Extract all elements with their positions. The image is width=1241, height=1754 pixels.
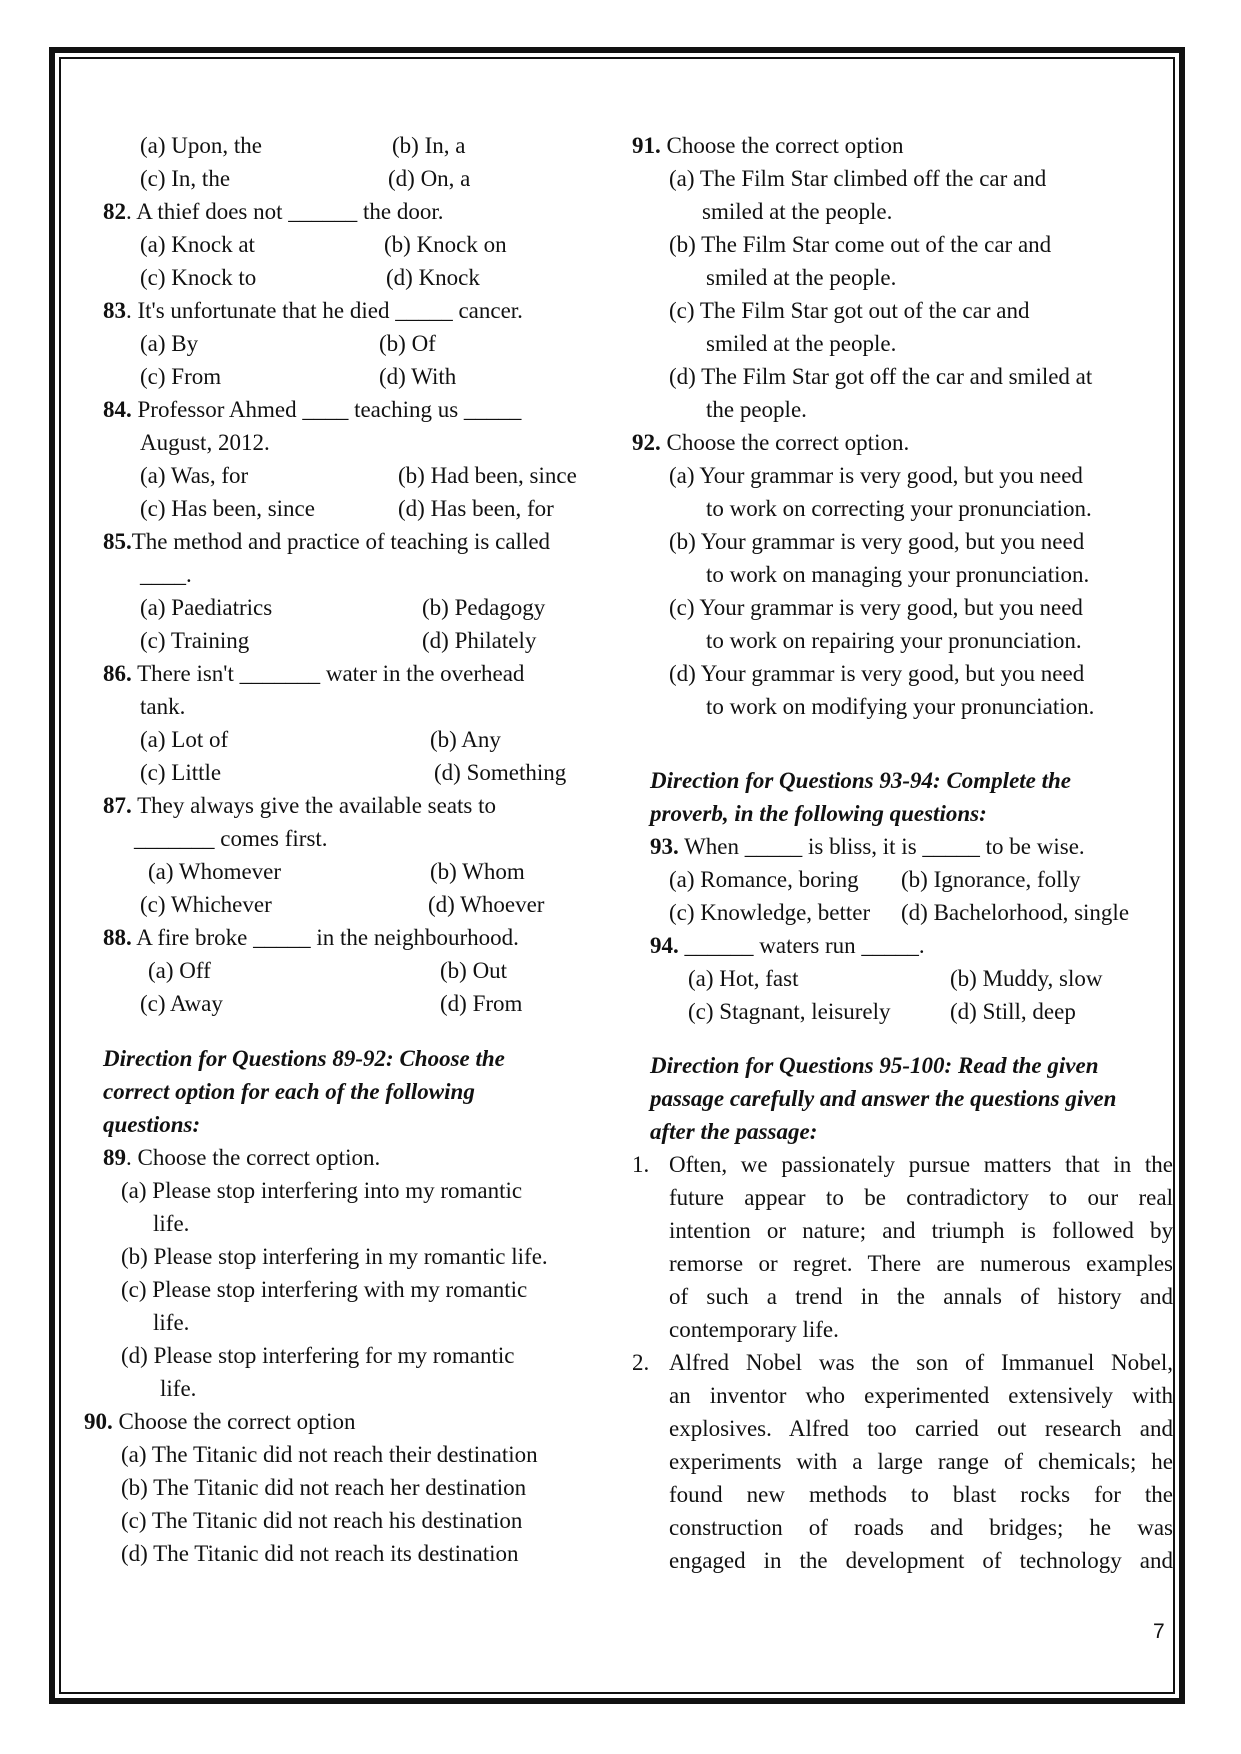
q93-number: 93. (650, 834, 679, 859)
q92-option-d-line2: to work on modifying your pronunciation. (706, 694, 1095, 719)
q89-number: 89 (103, 1145, 126, 1170)
q93-option-c: (c) Knowledge, better (669, 900, 871, 925)
q81-option-d: (d) On, a (388, 166, 471, 191)
q89-option-a: (a) Please stop interfering into my romantic (121, 1178, 523, 1203)
q92-option-d: (d) Your grammar is very good, but you need (669, 661, 1085, 686)
q83-option-a: (a) By (140, 331, 199, 356)
q94-text: ______ waters run _____. (678, 933, 925, 958)
para2-line: an inventor who experimented extensively with (669, 1383, 1173, 1408)
q88-number: 88. (103, 925, 132, 950)
q89-option-d-line2: life. (160, 1376, 197, 1401)
q85-stem-line2: ____. (140, 562, 192, 587)
para1-number: 1. (632, 1152, 650, 1177)
q83-option-c: (c) From (140, 364, 222, 389)
q84-number: 84. (103, 397, 132, 422)
q81-option-c: (c) In, the (140, 166, 231, 191)
direction-89-92-line1: Direction for Questions 89-92: Choose the (103, 1046, 505, 1071)
q94-option-a: (a) Hot, fast (688, 966, 799, 991)
para2-line: Alfred Nobel was the son of Immanuel Nobel, (669, 1350, 1173, 1375)
q85-stem (103, 528, 550, 556)
q87-number: 87. (103, 793, 132, 818)
para1-last-line: contemporary life. (669, 1317, 839, 1342)
q91-option-c: (c) The Film Star got out of the car and (669, 298, 1030, 323)
q88-text: A fire broke _____ in the neighbourhood. (131, 925, 519, 950)
q91-option-d: (d) The Film Star got off the car and smiled at (669, 364, 1093, 389)
q84-option-c: (c) Has been, since (140, 496, 315, 521)
para2-line: explosives. Alfred too carried out research and (669, 1416, 1173, 1441)
q89-option-b: (b) Please stop interfering in my romantic life. (121, 1244, 548, 1269)
q90-text: Choose the correct option (112, 1409, 356, 1434)
q87-option-c: (c) Whichever (140, 892, 272, 917)
q84-option-b: (b) Had been, since (398, 463, 577, 488)
q92-stem (632, 429, 909, 457)
q85-text: The method and practice of teaching is called (131, 529, 551, 554)
q82-text: . A thief does not ______ the door. (126, 199, 444, 224)
direction-95-100-line1: Direction for Questions 95-100: Read the given (650, 1053, 1099, 1078)
para1-line: of such a trend in the annals of history and (669, 1284, 1173, 1309)
para2-line: found new methods to blast rocks for the (669, 1482, 1173, 1507)
q92-option-b: (b) Your grammar is very good, but you need (669, 529, 1085, 554)
q90-option-c: (c) The Titanic did not reach his destination (121, 1508, 523, 1533)
q89-stem (103, 1144, 380, 1172)
para1-line: remorse or regret. There are numerous examples (669, 1251, 1173, 1276)
q85-number: 85. (103, 529, 132, 554)
q87-text: They always give the available seats to (131, 793, 497, 818)
q85-option-b: (b) Pedagogy (422, 595, 546, 620)
q82-number: 82 (103, 199, 126, 224)
q83-stem (103, 297, 523, 325)
q91-stem (632, 132, 903, 160)
q82-option-a: (a) Knock at (140, 232, 255, 257)
direction-89-92-line2: correct option for each of the following (103, 1079, 475, 1104)
q92-text: Choose the correct option. (660, 430, 910, 455)
q93-stem (650, 833, 1085, 861)
q92-option-c: (c) Your grammar is very good, but you need (669, 595, 1083, 620)
q85-option-a: (a) Paediatrics (140, 595, 273, 620)
q84-stem-line2: August, 2012. (140, 430, 270, 455)
q81-option-a: (a) Upon, the (140, 133, 262, 158)
q92-option-b-line2: to work on managing your pronunciation. (706, 562, 1090, 587)
q85-option-c: (c) Training (140, 628, 250, 653)
q89-option-c-line2: life. (153, 1310, 190, 1335)
q93-option-d: (d) Bachelorhood, single (901, 900, 1130, 925)
q94-stem (650, 932, 925, 960)
q93-option-b: (b) Ignorance, folly (901, 867, 1081, 892)
q86-option-b: (b) Any (430, 727, 501, 752)
q84-stem (103, 396, 521, 424)
para1-line: future appear to be contradictory to our real (669, 1185, 1173, 1210)
q94-option-b: (b) Muddy, slow (950, 966, 1103, 991)
q94-number: 94. (650, 933, 679, 958)
q87-stem (103, 792, 496, 820)
q90-number: 90. (84, 1409, 113, 1434)
q94-option-d: (d) Still, deep (950, 999, 1076, 1024)
para2-line: experiments with a large range of chemicals; he (669, 1449, 1173, 1474)
q86-number: 86. (103, 661, 132, 686)
direction-95-100-line2: passage carefully and answer the questions given (650, 1086, 1117, 1111)
q88-option-c: (c) Away (140, 991, 223, 1016)
q81-option-b: (b) In, a (392, 133, 466, 158)
q89-option-a-line2: life. (153, 1211, 190, 1236)
q91-option-c-line2: smiled at the people. (706, 331, 897, 356)
q89-text: . Choose the correct option. (126, 1145, 381, 1170)
q91-option-d-line2: the people. (706, 397, 807, 422)
q82-stem (103, 198, 444, 226)
q88-option-b: (b) Out (440, 958, 508, 983)
q91-option-a: (a) The Film Star climbed off the car and (669, 166, 1047, 191)
q86-stem-line2: tank. (140, 694, 186, 719)
direction-95-100-line3: after the passage: (650, 1119, 818, 1144)
q84-option-d: (d) Has been, for (398, 496, 554, 521)
q86-stem (103, 660, 524, 688)
q93-text: When _____ is bliss, it is _____ to be wise. (678, 834, 1085, 859)
q84-text: Professor Ahmed ____ teaching us _____ (131, 397, 522, 422)
q91-text: Choose the correct option (660, 133, 904, 158)
para2-line: construction of roads and bridges; he was (669, 1515, 1173, 1540)
q89-option-c: (c) Please stop interfering with my romantic (121, 1277, 528, 1302)
q86-option-a: (a) Lot of (140, 727, 229, 752)
q92-number: 92. (632, 430, 661, 455)
q91-option-b-line2: smiled at the people. (706, 265, 897, 290)
q86-text: There isn't _______ water in the overhead (131, 661, 525, 686)
q82-option-d: (d) Knock (386, 265, 480, 290)
q91-option-b: (b) The Film Star come out of the car and (669, 232, 1052, 257)
q82-option-c: (c) Knock to (140, 265, 257, 290)
q86-option-d: (d) Something (434, 760, 567, 785)
direction-93-94-line1: Direction for Questions 93-94: Complete the (650, 768, 1072, 793)
q90-option-a: (a) The Titanic did not reach their destination (121, 1442, 538, 1467)
q84-option-a: (a) Was, for (140, 463, 249, 488)
q88-stem (103, 924, 519, 952)
q83-option-b: (b) Of (379, 331, 436, 356)
q91-option-a-line2: smiled at the people. (702, 199, 893, 224)
q92-option-c-line2: to work on repairing your pronunciation. (706, 628, 1082, 653)
q86-option-c: (c) Little (140, 760, 222, 785)
q88-option-d: (d) From (440, 991, 523, 1016)
q83-text: . It's unfortunate that he died _____ cancer. (126, 298, 523, 323)
q89-option-d: (d) Please stop interfering for my romantic (121, 1343, 515, 1368)
q92-option-a: (a) Your grammar is very good, but you need (669, 463, 1083, 488)
q93-option-a: (a) Romance, boring (669, 867, 859, 892)
q82-option-b: (b) Knock on (384, 232, 507, 257)
q90-option-d: (d) The Titanic did not reach its destination (121, 1541, 519, 1566)
para1-line: Often, we passionately pursue matters that in the (669, 1152, 1173, 1177)
q87-option-a: (a) Whomever (148, 859, 282, 884)
para2-line: engaged in the development of technology and (669, 1548, 1173, 1573)
q90-option-b: (b) The Titanic did not reach her destination (121, 1475, 527, 1500)
q91-number: 91. (632, 133, 661, 158)
para1-line: intention or nature; and triumph is followed by (669, 1218, 1173, 1243)
q90-stem (84, 1408, 355, 1436)
q87-stem-line2: _______ comes first. (134, 826, 328, 851)
q83-option-d: (d) With (379, 364, 457, 389)
q83-number: 83 (103, 298, 126, 323)
q94-option-c: (c) Stagnant, leisurely (688, 999, 891, 1024)
direction-93-94-line2: proverb, in the following questions: (650, 801, 987, 826)
q87-option-b: (b) Whom (430, 859, 525, 884)
direction-89-92-line3: questions: (103, 1112, 201, 1137)
para2-number: 2. (632, 1350, 650, 1375)
q85-option-d: (d) Philately (422, 628, 537, 653)
q92-option-a-line2: to work on correcting your pronunciation. (706, 496, 1092, 521)
page-number: 7 (1153, 1620, 1165, 1643)
q87-option-d: (d) Whoever (428, 892, 545, 917)
q88-option-a: (a) Off (148, 958, 211, 983)
